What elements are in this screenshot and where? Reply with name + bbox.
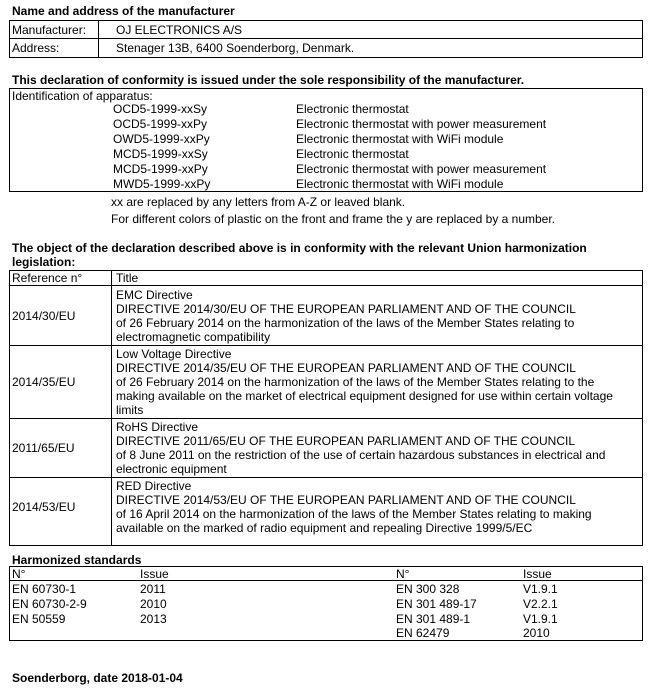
apparatus-model: MCD5-1999-xxPy [113, 162, 208, 176]
apparatus-model: OWD5-1999-xxPy [113, 132, 210, 146]
directive-title-line: of 26 February 2014 on the harmonization of the laws of the Member States relating to the [116, 375, 595, 389]
standard-issue: 2010 [140, 597, 167, 611]
divider [111, 270, 112, 546]
standard-number: EN 62479 [396, 626, 450, 640]
manufacturer-heading: Name and address of the manufacturer [12, 4, 235, 18]
divider [9, 38, 643, 39]
directive-title-line: electronic equipment [116, 462, 227, 476]
apparatus-description: Electronic thermostat [296, 147, 409, 161]
standard-issue: V1.9.1 [523, 582, 558, 596]
column-header-reference: Reference n° [12, 271, 83, 285]
standard-number: EN 300 328 [396, 582, 460, 596]
manufacturer-value: OJ ELECTRONICS A/S [116, 23, 243, 37]
column-header-number: N° [12, 567, 26, 581]
divider [9, 477, 643, 478]
directive-reference: 2011/65/EU [12, 441, 75, 455]
column-header-number: N° [396, 567, 410, 581]
directive-title-line: DIRECTIVE 2014/53/EU OF THE EUROPEAN PARLIAMENT AND OF THE COUNCIL [116, 493, 576, 507]
directive-title-line: of 16 April 2014 on the harmonization of the laws of the Member States relating to making [116, 507, 592, 521]
apparatus-description: Electronic thermostat with power measurement [296, 117, 547, 131]
place-and-date: Soenderborg, date 2018-01-04 [12, 671, 183, 685]
directive-title-line: DIRECTIVE 2014/35/EU OF THE EUROPEAN PARLIAMENT AND OF THE COUNCIL [116, 361, 576, 375]
declaration-heading: This declaration of conformity is issued under the sole responsibility of the manufacturer. [12, 73, 525, 87]
directive-title-line: RED Directive [116, 479, 192, 493]
standard-issue: V1.9.1 [523, 612, 558, 626]
standard-issue: 2011 [140, 582, 166, 596]
column-header-issue: Issue [523, 567, 552, 581]
apparatus-description: Electronic thermostat [296, 102, 409, 116]
standards-heading: Harmonized standards [12, 553, 142, 567]
directive-title-line: limits [116, 403, 144, 417]
divider [9, 345, 643, 346]
legislation-heading: The object of the declaration described above is in conformity with the relevant Union harmonization legislation: [12, 241, 587, 269]
directive-title-line: RoHS Directive [116, 420, 199, 434]
directive-reference: 2014/35/EU [12, 375, 76, 389]
column-header-issue: Issue [140, 567, 169, 581]
directive-title-line: DIRECTIVE 2011/65/EU OF THE EUROPEAN PARLIAMENT AND OF THE COUNCIL [116, 434, 575, 448]
apparatus-note: xx are replaced by any letters from A-Z or leaved blank. [111, 195, 406, 209]
identification-label: Identification of apparatus: [12, 89, 153, 103]
directive-title-line: of 26 February 2014 on the harmonization of the laws of the Member States relating to [116, 316, 575, 330]
address-value: Stenager 13B, 6400 Soenderborg, Denmark. [116, 41, 355, 55]
apparatus-model: OCD5-1999-xxSy [113, 102, 208, 116]
standard-issue: 2013 [140, 612, 167, 626]
standard-number: EN 50559 [12, 612, 66, 626]
divider [9, 285, 643, 286]
apparatus-description: Electronic thermostat with WiFi module [296, 132, 504, 146]
directive-title-line: EMC Directive [116, 288, 193, 302]
directive-reference: 2014/53/EU [12, 500, 76, 514]
column-header-title: Title [116, 271, 139, 285]
standard-issue: V2.2.1 [523, 597, 558, 611]
apparatus-model: OCD5-1999-xxPy [113, 117, 208, 131]
apparatus-description: Electronic thermostat with WiFi module [296, 177, 504, 191]
divider [98, 20, 99, 58]
directive-title-line: electromagnetic compatibility [116, 330, 271, 344]
standard-number: EN 301 489-17 [396, 597, 477, 611]
apparatus-model: MCD5-1999-xxSy [113, 147, 208, 161]
standard-number: EN 301 489-1 [396, 612, 471, 626]
directive-title-line: DIRECTIVE 2014/30/EU OF THE EUROPEAN PARLIAMENT AND OF THE COUNCIL [116, 302, 576, 316]
directive-reference: 2014/30/EU [12, 309, 76, 323]
apparatus-description: Electronic thermostat with power measurement [296, 162, 547, 176]
standard-issue: 2010 [523, 626, 550, 640]
apparatus-note: For different colors of plastic on the front and frame the y are replaced by a number. [111, 212, 556, 226]
directive-title-line: Low Voltage Directive [116, 347, 232, 361]
directive-title-line: making available on the market of electrical equipment designed for use within certain voltage [116, 389, 613, 403]
standard-number: EN 60730-1 [12, 582, 77, 596]
divider [9, 418, 643, 419]
apparatus-model: MWD5-1999-xxPy [113, 177, 211, 191]
standard-number: EN 60730-2-9 [12, 597, 87, 611]
directive-title-line: available on the marked of radio equipment and repealing Directive 1999/5/EC [116, 521, 533, 535]
address-label: Address: [12, 41, 60, 55]
manufacturer-label: Manufacturer: [12, 23, 87, 37]
directive-title-line: of 8 June 2011 on the restriction of the use of certain hazardous substances in electrical and [116, 448, 606, 462]
